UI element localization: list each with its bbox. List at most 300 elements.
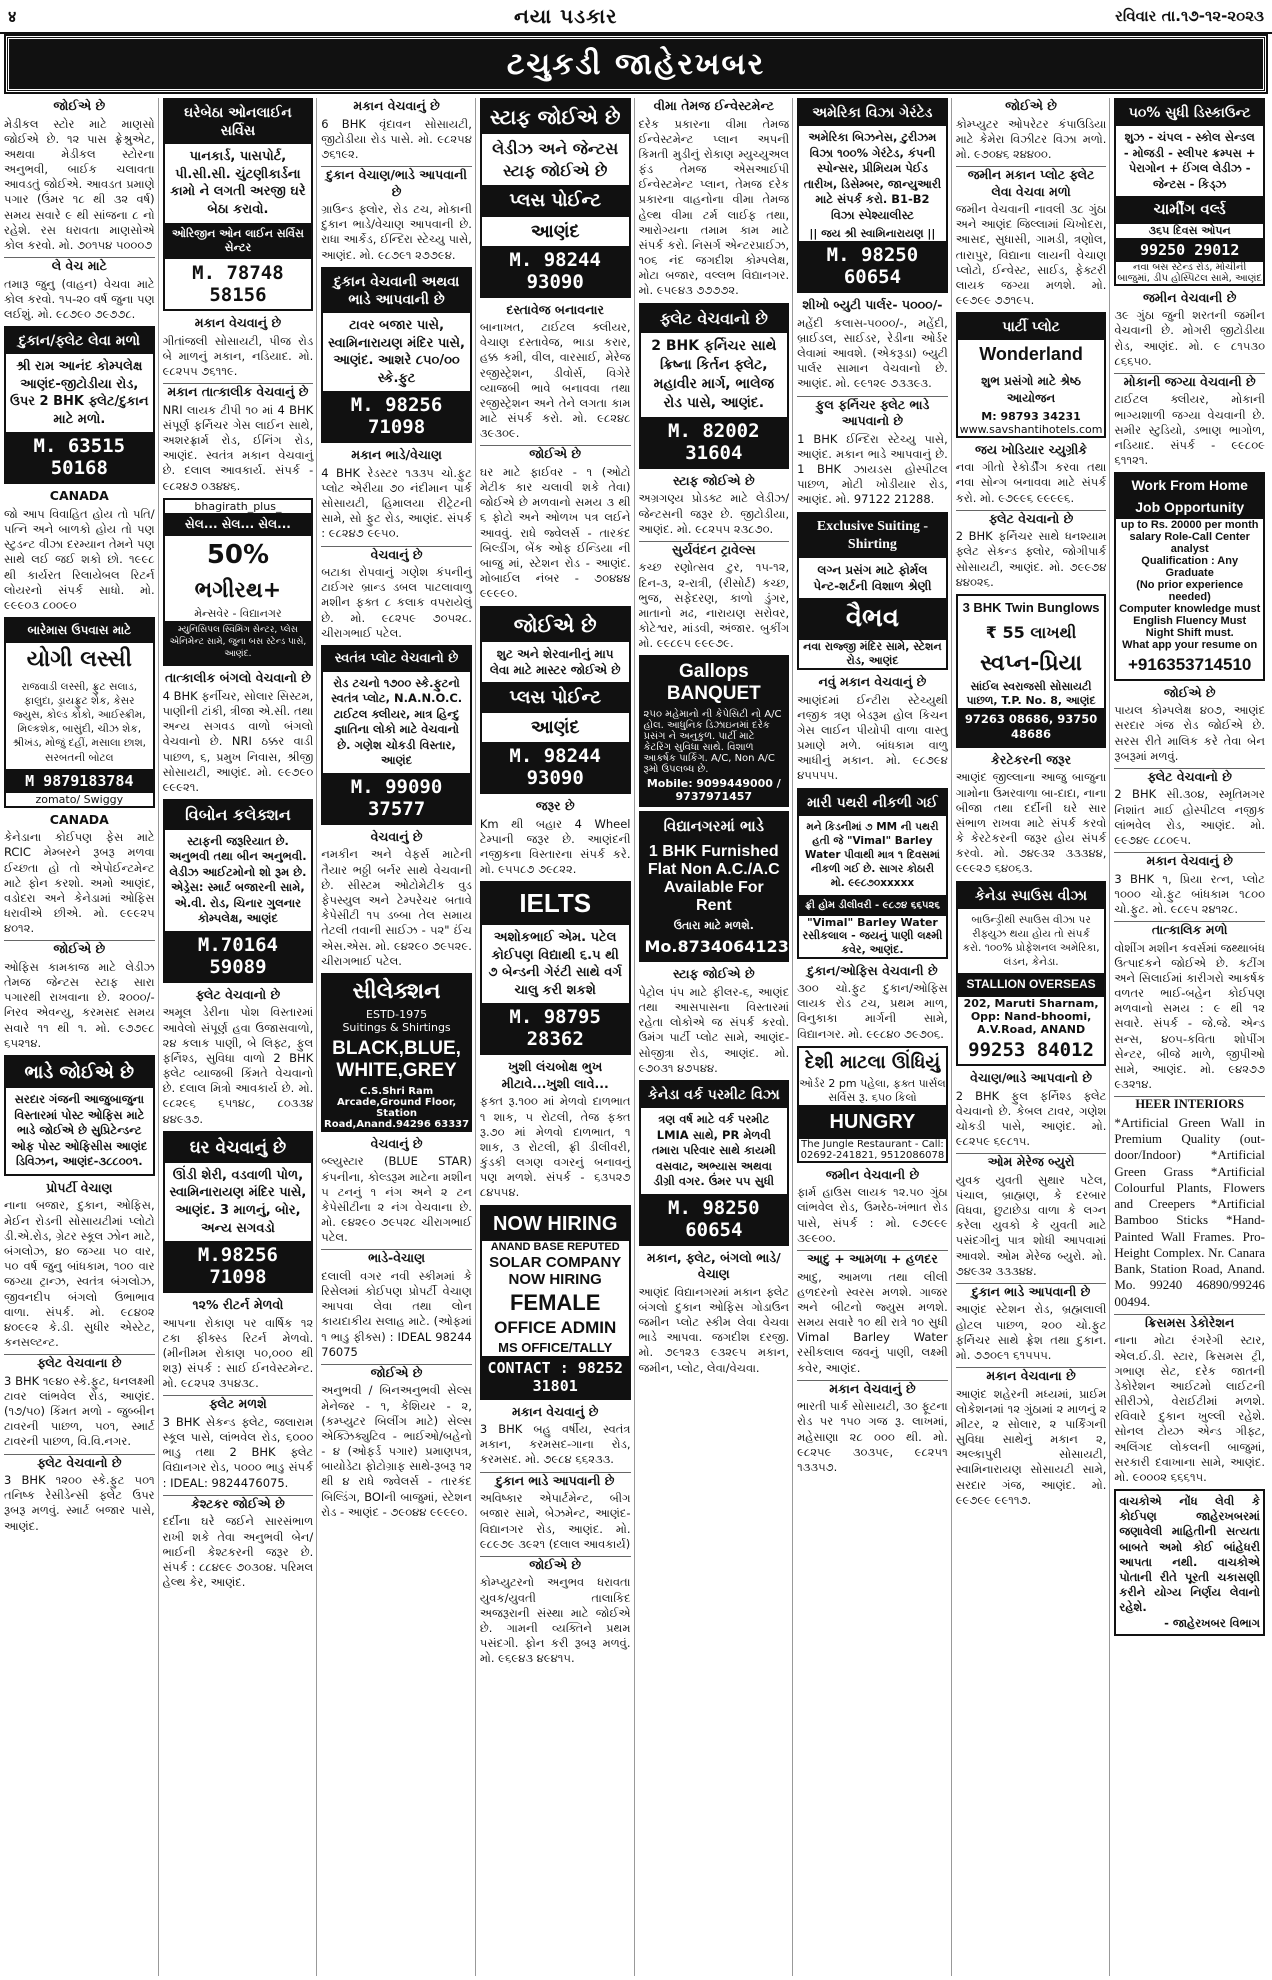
ad-title: ઘર વેચવાનું છે [165, 1133, 312, 1163]
store-address: C.S.Shri Ram Arcade,Ground Floor, Station Road,Anand.94296 63337 [324, 1085, 470, 1130]
disclaimer-signature: - જાહેરખબર વિભાગ [1164, 1615, 1260, 1630]
display-ad [321, 645, 472, 825]
ad-heading: મકાન વેચવાનું છે [1146, 853, 1233, 869]
ad-text: પાયલ કોમ્પલેક્ષ ૪૦૭, આણંદ સરદાર ગંજ રોડ જોઈએ છે. સરસ રીતે માલિક કરે તેવા બેન રૂબરૂમાં મળવું. [1114, 703, 1265, 763]
ad-subtitle: Suitings & Shirtings [342, 1020, 451, 1034]
ad-text: ૩૦૦ ચો.ફુટ દુકાન/ઓફિસ લાયક રોડ ટચ, પ્રથમ માળ, વિનુકાકા માર્ગની સામે, વિદ્યાનગર. મો. ૯૯૮૪૦ ૭૯૭૦૬. [797, 981, 948, 1041]
ad-heading: જોઈએ છે [529, 1556, 582, 1572]
ad-heading: મકાન વેચવાનું છે [353, 98, 440, 113]
ad-heading: ક્રિસમસ ડેકોરેશન [1145, 1314, 1235, 1330]
classified-ad [321, 1136, 472, 1246]
classified-ad [1114, 373, 1265, 468]
ad-text: નમકીન અને વેફર્સ માટેની તૈયાર ભઠ્ઠી બર્નર સાથે વેચવાની છે. સીસ્ટમ ઓટોમેટીક વુડ ફેપસ્યુલ અને ટેમ્પરેચર બતાવે કેપેસીટી ૧૫ ડબ્બા તેલ સમાય તેટલી તવાની સાઈઝ - ૫૨" ઈંચ એસ.એસ. મો. ૯૪૨૯૦ ૭૯૫૨૯. ચીરાગભાઈ પટેલ. [321, 847, 472, 968]
ad-text: બ્લ્યુસ્ટાર (BLUE STAR) કંપનીના, કોલ્ડરૂમ માટેના મશીન ૫ ટનનું ૧ નંગ અને ૨ ટન કેપેસીટીના ૨ નંગ વેચવાના છે. મો. ૯૪૨૯૦ ૭૯૫૨૮ ચીરાગભાઈ પટેલ. [321, 1154, 472, 1245]
ad-title: Work From Home [1116, 474, 1263, 496]
ad-body: ત્રણ વર્ષ માટે વર્ક પરમીટ LMIA સાથે, PR મેળવી તમારા પરિવાર સાથે કાયમી વસવાટ, અભ્યાસ અથવા ડીગ્રી વગર. ઉંમર ૫૫ સુધી [651, 1112, 776, 1189]
display-ad [480, 1205, 631, 1400]
classified-ad [639, 98, 790, 299]
display-ad [956, 594, 1107, 748]
ad-text: 2 BHK સી.૩૦૪, સ્મૃતિમગર નિશાંત માઈ હોસ્પીટલ નજીક લાંભવેલ રોડ, આણંદ. મો. ૯૯૭૪૯ ૮૮૦૯૫. [1114, 787, 1265, 847]
website: www.savshantihotels.com [959, 422, 1103, 436]
classified-ad [321, 98, 472, 162]
ad-heading: લે વેચ માટે [51, 258, 107, 274]
classified-ad [480, 445, 631, 601]
display-ad [4, 326, 155, 484]
classified-ad [163, 670, 314, 795]
display-ad [797, 512, 948, 671]
ad-footer: મ્યુનિસિપલ સ્વિમિંગ સેન્ટર, પ્લેસ એનિમેન્ટ સામે, જુના બસ સ્ટેન્ડ પાસે, આણંદ. [165, 621, 312, 664]
display-ad [956, 312, 1107, 438]
ad-title: ભાડે જોઈએ છે [6, 1057, 153, 1088]
brand-logo: Wonderland [979, 344, 1083, 365]
brand-logo: યોગી લસ્સી [26, 646, 132, 672]
store-address: 202, Maruti Sharnam, Opp: Nand-bhoomi, A.V.Road, ANAND [963, 997, 1099, 1037]
ad-text: આપના રોકાણ પર વાર્ષિક ૧૨ ટકા ફીક્સ્ડ રિટર્ન મેળવો. (મીનીમમ રોકાણ ૫૦,૦૦૦ થી શરૂ) સંપર્ક : સાઈ ઈનવેસ્ટમેન્ટ. મો. ૯૮૨૫૨ ૩૫૪૩૮. [162, 1315, 314, 1391]
column-3 [321, 98, 476, 1976]
ad-body: મને કિડનીમાં ૭ MM ની પથરી હતી જે "Vimal" Barley Water પીવાથી માત્ર ૧ દિવસમાં નીકળી ગઈ છે. સાગર કોઠારી મો. ૯૯૮૭૦xxxxx [804, 820, 940, 890]
ad-text: નાના બજાર, દુકાન, ઓફિસ, મેઈન રોડની સોસાયટીમાં પ્લોટો ડી.એ.રોડ, ગ્રેટર સ્કૂલ ઝોન માટે, બંગલોઝ, ૪૦ જગ્યા ૫૦ વાર, ૫૦ વર્ષ જુનુ બાંધકામ, ૧૦૦ વાર જગ્યા ટ્રાન્ઝ, સ્વતંત્ર બંગલોઝ, જીવનદીપ બંગલો ઉભાભાવ વાળા. સંપર્ક. મો. ૯૮૪૦૨ ૪૦૯૯૨ કે.ડી. સુધીર એસ્ટેટ, કનસલ્ટન્ટ. [4, 1198, 155, 1350]
classified-ad [163, 1395, 314, 1490]
ad-title: કેનેડા સ્પાઉસ વીઝા [958, 883, 1105, 909]
ad-line: up to Rs. 20000 per month [1120, 518, 1259, 531]
ad-subtitle: લગ્ન પ્રસંગ માટે ફોર્મલ પેન્ટ-શર્ટની વિશાળ શ્રેણી [813, 562, 932, 594]
classified-ad [956, 752, 1107, 877]
ad-body: સરદાર ગંજની આજુબાજુના વિસ્તારમાં પોસ્ટ ઓફિસ માટે ભાડે જોઈએ છે સુપ્રિટેન્ડન્ટ ઓફ પોસ્ટ ઓફિસીસ આણંદ ડિવિઝન, આણંદ-૩૮૮૦૦૧. [11, 1092, 148, 1169]
store-address: નવા બસ સ્ટેન્ડ રોડ, મોચીની બાજુમાં, ડીપ હોસ્પિટલ સામે, આણંદ [1117, 261, 1263, 284]
issue-date: રવિવાર તા.૧૭-૧૨-૨૦૨૩ [1115, 7, 1264, 25]
ad-title: અમેરિકા વિઝા ગેરંટેડ [799, 100, 946, 126]
ad-heading: જોઈએ છે [370, 1364, 423, 1380]
ad-heading: દુકાન/ઓફિસ વેચવાની છે [807, 962, 938, 978]
ad-phone: M 9879183784 [6, 769, 153, 793]
brand-logo: પ્લસ પોઈન્ટ [482, 682, 629, 713]
column-6 [797, 98, 952, 1976]
ad-phone: 99253 84012 [958, 1036, 1105, 1064]
ad-phone: M. 98256 71098 [323, 391, 470, 441]
ad-text: ઘર માટે ફાઈવર - ૧ (ઓટો મેટીક કાર ચલાવી શકે તેવા) જોઈએ છે મળવાનો સમય ૩ થી ૬ ફોટો અને ઓળખ પત્ર લઈને આવવું. રાધે જ્વેલર્સ - તારકંદ બિલ્ડીંગ, બેંક ઓફ ઈન્ડિયા ની બાજુ માં, સ્ટેશન રોડ - આણંદ. મોબાઈલ નંબર - ૭૦૪૪૪ ૯૯૯૯૦. [479, 464, 631, 601]
ad-text: ૩૯ ગુંઠા જુની શરતની જમીન વેચવાની છે. મોગરી જીટોડીયા રોડ, આણંદ. મો. ૯ ૮૧૫૩૦ ૮૬૬૫૦. [1114, 308, 1265, 368]
ad-text: કચ્છ રણોત્સવ ટુર, ૧૫-૧૨, દિન-૩, ૨-રાત્રી, (રીસોર્ટ) કચ્છ, ભુજ, સફેદરણ, કાળો ડુંગર, માતાનો મઢ, નારાયણ સરોવર, કોટેશ્વર, માંડવી, અંજાર. બુકીંગ મો. ૯૯૮૯૫ ૯૯૯૭૯. [638, 560, 790, 651]
ad-line: OFFICE ADMIN [494, 1317, 617, 1337]
ad-phone: M. 98244 93090 [482, 742, 629, 792]
city-name: આણંદ [530, 220, 580, 242]
ad-heading: ઓમ મેરેજ બ્યુરો [987, 1154, 1075, 1170]
classified-ad [480, 798, 631, 877]
classified-ad [4, 1354, 155, 1449]
open-days: ૩૬૫ દિવસ ઓપન [1148, 223, 1231, 237]
ad-heading: સ્ટાફ જોઈએ છે [673, 966, 755, 982]
ad-text: બાનાખત, ટાઈટલ ક્લીયર, વેચાણ દસ્તાવેજ, ભાડા કરાર, હક્ક કમી, વીલ, વારસાઈ, મેરેજ રજીસ્ટ્રેશન, ડીવોર્સ, વિગેરે વ્યાજબી ભાવે બનાવવા તથા રજીસ્ટ્રેશન અને તેને લગતા કામ માટે સંપર્ક કરો. મો. ૯૮૨૪૮ ૩૯૩૦૯. [479, 320, 631, 441]
ad-text: NRI લાયક ટીપી ૧૦ માં 4 BHK સંપૂર્ણ ફર્નિચર ગેસ લાઈન સાથે, અશરફ્રાર્મ રોડ, ઈનિંગ રોડ, આણંદ. સ્વતંત્ર મકાન વેચવાનું છે. દલાલ આવકાર્ય. સંપર્ક - ૯૮૨૪૭ ૦૩૪૪૬. [162, 402, 314, 493]
store-address: સાંઈલ સ્વરાજસી સોસાયટી પાછળ, T.P. No. 8, આણંદ [966, 679, 1096, 707]
ad-subtitle: મેન્સવેર - વિદ્યાનગર [194, 607, 282, 621]
page-number: ४ [8, 7, 17, 26]
ad-heading: જોઈએ છે [529, 446, 582, 462]
display-ad [321, 973, 472, 1132]
display-ad [639, 811, 790, 962]
classified-ad [321, 447, 472, 541]
ad-title: જોઈએ છે [482, 608, 629, 642]
ad-body: 1 BHK Furnished Flat Non A.C./A.C Available For Rent [647, 843, 780, 915]
ad-text: જો આપ વિવાહિત હોય તો પતિ/પત્નિ અને બાળકો હોય તો પણ સ્ટુડન્ટ વીઝા દરમ્યાન તેમને પણ સાથે લઈ જઈ શકો છો. ૧૯૯૮ થી કાર્યરત રિલાયેબલ રિટર્ન લોયરનો સંપર્ક સાધો. મો. ૯૯૯૦૩ ૮૦૦૯૦ [4, 506, 155, 612]
ad-heading: મકાન વેચવાનું છે [194, 315, 282, 331]
classified-ad [480, 1556, 631, 1667]
ad-heading: નવું મકાન વેચવાનું છે [818, 674, 927, 690]
delivery-partners: zomato/ Swiggy [35, 792, 124, 806]
ad-footer: || જય શ્રી સ્વામિનારાયણ || [809, 227, 936, 241]
ad-text: અગ્રગણ્ય પ્રોડક્ટ માટે લેડીઝ/જેન્ટસની જરૂર છે. જીટોડીયા, આણંદ. મો. ૯૮૨૫૫ ૨૩૮૭૦. [638, 491, 790, 536]
ad-line: Qualification : Any Graduate [1141, 554, 1239, 579]
disclaimer-text: વાચકોએ નોંધ લેવી કે કોઈપણ જાહેરખબરમાં જણાવેલી માહિતીની સત્યતા બાબતે અમો કોઈ બાંહેધરી આપતા નથી. વાચકોએ પોતાની રીતે પૂરતી ચકાસણી કરીને યોગ્ય નિર્ણય લેવાનો રહેશે. [1119, 1494, 1260, 1615]
ad-heading: તાત્કાલિક મળો [1151, 922, 1228, 938]
brand-logo: દેશી માટલા ઊંધિયું [804, 1051, 941, 1073]
display-ad [163, 799, 314, 983]
ad-phone: Mobile: 9099449000 / 9737971457 [646, 777, 781, 804]
classified-ad [1114, 921, 1265, 1092]
ad-heading: દુકાન વેચાણ/ભાડે આપવાની છે [326, 167, 467, 199]
ad-title: સ્ટાફ જોઈએ છે [482, 100, 629, 134]
brand-logo: સ્વપ્ન-પ્રિયા [980, 650, 1083, 676]
ad-heading: કેશ્ટકર જોઈએ છે [191, 1495, 285, 1511]
display-ad [4, 1055, 155, 1176]
display-ad [1114, 472, 1265, 680]
ad-title: ફ્લેટ વેચવાનો છે [641, 305, 788, 334]
ad-heading: મકાન વેચવાનું છે [829, 1380, 916, 1396]
ad-text: દરેક પ્રકારના વીમા તેમજ ઈન્વેસ્ટમેન્ટ પ્લાન અપની કિમતી મુડીનું રોકાણ મ્યુચ્યુઅલ ફંડ તેમજ એસઆઈપી ઈન્વેસ્ટમેન્ટ પ્લાન, તેમજ દરેક પ્રકારના વાહનોના વીમા તેમજ હેલ્થ વીમા ટર્મ લાઈફ તથા, આરોગ્યના તમામ કામ માટે સંપર્ક કરો. નિસર્ગ એન્ટરપ્રાઈઝ, ૧૦૬ નંદ જગદીશ કોમ્પલેક્ષ, મોટા બજાર, વલ્લભ વિદ્યાનગર. મો. ૯૫૯૪૩ ૭૭૭૭૨. [638, 116, 790, 298]
ad-text: *Artificial Green Wall in Premium Quality (out-door/Indoor) *Artificial Green Grass *Artificial Colourful Plants, Flowers and Creepers *Artificial Bamboo Sticks *Hand-Painted Wall Frames. Pro-Height Complex. Nr. Canara Bank, Station Road, Anand. Mo. 99240 46890/99246 00494. [1114, 1114, 1265, 1309]
brand-line: "Vimal" Barley Water રસીકલાલ - જયનું પાણી લક્ષ્મી કવેર, આણંદ. [802, 915, 943, 956]
ad-heading: મકાન વેચવાના છે [986, 1368, 1076, 1384]
column-8 [1114, 98, 1268, 1976]
classified-ad [956, 1367, 1107, 1508]
ad-heading: ફ્લેટ વેચવાનો છે [988, 510, 1074, 526]
classified-ad [639, 473, 790, 537]
ad-heading: જમીન વેચવાની છે [1142, 289, 1237, 305]
classified-ad [797, 396, 948, 508]
ad-title: દુકાન/ફ્લેટ લેવા મળો [6, 328, 153, 354]
ad-text: વોશીંગ મશીન કવર્સમાં જથ્થાબંધ ઉત્પાદકને જોઈએ છે. કટીંગ અને સિલાઈમાં કારીગરો આકર્ષક વળતર ભાઈ-બહેન કોઈપણ મળવાનો સમય : ૯ થી ૧૨ સવારે. સંપર્ક - જે.જે. એન્ડ સન્સ, ૪૦૫-કવિતા શોપીંગ સેન્ટર, બીજે માળે, જીપીઓ સામે, આણંદ. મો. ૯૪૨૭૭ ૯૩૨૧૪. [1114, 940, 1265, 1092]
classified-ad [4, 812, 155, 937]
ad-text: આણંદ સ્ટેશન રોડ, બ્રહ્મલાલી હોટલ પાછળ, ૨૦૦ ચો.ફુટ ફર્નિચર સાથે ફ્રેશ તથા દુકાન. મો. ૭૭૦૯૧ ૬૧૫૫૫. [955, 1302, 1107, 1362]
ad-body: રોડ ટચનો ૧૭૦૦ સ્કે.ફુટનો સ્વતંત્ર પ્લોટ, N.A.N.O.C. ટાઈટલ ક્લીયર, માત્ર હિન્દુ જ્ઞાતિના લોકો માટે વેચવાનો છે. ગણેશ ચોકડી વિસ્તાર, આણંદ [330, 675, 463, 768]
ad-heading: કેરટેકરની જરૂર [991, 751, 1072, 767]
ad-heading: મોકાની જગ્યા વેચવાની છે [1123, 373, 1256, 389]
ad-phone: M. 98244 93090 [482, 246, 629, 296]
ad-phone: M: 98793 34231 [981, 409, 1081, 423]
display-ad [639, 655, 790, 807]
column-1 [4, 98, 159, 1976]
ad-heading: ફ્લેટ વેચવાનો છે [1147, 768, 1232, 784]
ad-phone: +916353714510 [1127, 654, 1252, 674]
ad-text: પેટ્રોલ પંપ માટે ફીલર-૬, આણંદ તથા આસપાસના વિસ્તારમાં રહેતા લોકોએ જ સંપર્ક કરવો. ઉમંગ પાર્ટી પ્લોટ સામે, આણંદ-સોજીત્રા રોડ, આણંદ. મો. ૯૭૦૩૧ ૪૭૫૪૪. [638, 984, 790, 1075]
classified-ad [639, 1250, 790, 1376]
classified-ad [480, 1472, 631, 1552]
ad-text: દર્દીના ઘરે જઈને સારસંભાળ રાખી શકે તેવા અનુભવી બેન/ ભાઈની કેશ્ટકરની જરૂર છે. સંપર્ક : ૮૮૪૯૯ ૭૦૩૦૪. પરિમલ હેલ્થ કેર, આણંદ. [162, 1514, 314, 1590]
classified-ad [163, 987, 314, 1127]
ad-text: 3 BHK સેકન્ડ ફ્લેટ, જલારામ સ્કૂલ પાસે, લાંભવેલ રોડ, ૬૦૦૦ ભાડુ તથા 2 BHK ફ્લેટ વિદ્યાનગર રોડ, ૫૦૦૦ ભાડુ સંપર્ક : IDEAL: 9824476075. [162, 1414, 314, 1490]
ad-heading: મકાન ભાડે/વેચાણ [351, 447, 442, 463]
ad-heading: HEER INTERIORS [1135, 1097, 1245, 1112]
classified-ad [4, 488, 155, 613]
classified-ad [797, 963, 948, 1042]
classified-ad [1114, 852, 1265, 917]
established-year: ESTD-1975 [366, 1007, 428, 1021]
ad-text: જમીન વેચવાની નાવલી ૩૮ ગુંઠા અને આણંદ જિલ્લામાં ચિખોદરા, આસદ, સુધાસી, ગામડી, ત્રણોલ, તારાપુર, વિદ્યાના લાયની વેચાણ પ્લોટો, ઈન્વેસ્ટ, સાઈડ, ફેક્ટરી લાયક જગ્યા મળશે. મો. ૯૯૭૯૯ ૭૭૧૯૫. [955, 202, 1107, 308]
ad-text: આણંદમાં ઈન્ટીરા સ્ટેચ્યુથી નજીક ત્રણ બેડરૂમ હોલ કિચન ગેસ લાઈન પીયોપી વાળા વાસ્તુ પ્રમાણે મળે. બાંધકામ વાળુ આધીનું મકાન. મો. ૯૮૭૯૪ ૪૫૫૫૫. [797, 692, 948, 783]
display-ad [480, 606, 631, 795]
ad-text: અનુભવી / બિનઅનુભવી સેલ્સ મેનેજર - ૧, કેશિયર - ૨, (કમ્પ્યુટર બિલીંગ માટે) સેલ્સ એક્ઝિક્યુટિવ - ભાઈઓ/બહેનો - ૪ (ઓફર્ડ પગાર) પ્રમાણપત્ર, બાયોડેટા ફોટોગ્રાફ સાથે-રૂબરૂ ૧૨ થી ૪ રાધે જ્વેલર્સ - તારકંદ બિલ્ડિંગ, BOIની બાજુમાં, સ્ટેશન રોડ - આણંદ - ૭૯૦૪૪ ૯૯૯૯૦. [321, 1383, 472, 1519]
ad-text: Km થી બહાર 4 Wheel ટેમ્પાની જરૂર છે. આણંદની નજીકના વિસ્તારના સંપર્ક કરે. મો. ૯૫૫૮૭ ૭૯૮૨૨. [479, 816, 631, 877]
ad-text: અવિષ્કાર એપાર્ટમેન્ટ, બીગ બજાર સામે, બેઝમેન્ટ, આણંદ-વિદ્યાનગર રોડ, આણંદ. મો. ૯૮૯૭૯ ૩૯૨૧ (દલાલ આવકાર્ય) [479, 1491, 631, 1551]
classified-ad [480, 1059, 631, 1200]
display-ad [163, 1131, 314, 1293]
ad-text: ઓફિસ કામકાજ માટે લેડીઝ તેમજ જેન્ટસ સ્ટાફ સારા પગારથી રાખવાના છે. ૨૦૦૦/- નિરવ એવન્યુ, કરમસદ સમય સવારે ૧૧ થી ૧. મો. ૯૭૭૯૮ ૬૫૨૧૪. [4, 959, 155, 1050]
city-name: આણંદ [530, 717, 580, 739]
display-ad [480, 98, 631, 298]
brand-logo: સીલેક્શન [352, 978, 441, 1004]
ad-footer: ફ્રી હોમ ડીલીવરી - ૯૮૭૪ ૬૬૫૨૬ [799, 895, 946, 916]
ad-text: ફક્ત રૂ.૧૦૦ માં મેળવો દાળભાત ૧ શાક, ૫ રોટલી, તેજ ફક્ત રૂ.૭૦ માં મેળવો દાળભાત, ૧ શાક, ૩ રોટલી, ફ્રી ડીલીવરી, કુંડકી લગણ વગરનું બનાવનું પણ મળશે. સંપર્ક - ૬૩૫૨૭ ૮૪૫૫૪. [479, 1094, 631, 1200]
ad-body: સ્ટાફની જરૂરિયાત છે. અનુભવી તથા બીન અનુભવી. લેડીઝ આઈટમોનો શો રૂમ છે. એડ્રેસ: સ્માર્ટ બજારની સામે, એ.વી. રોડ, ચિનાર ગુલનાર કોમ્પલેક્ષ, આણંદ [169, 833, 307, 926]
ad-text: તમારૂ જુનુ (વાહન) વેચવા માટે કોલ કરવો. ૧૫-૨૦ વર્ષ જુના પણ લઈશું. મો. ૯૮૭૯૦ ૭૯૭૭૮. [4, 276, 155, 321]
ad-heading: ફ્લેટ વેચવાના છે [37, 1355, 122, 1371]
ad-text: ગીતાંજલી સોસાયટી, પીજ રોડ બે માળનું મકાન, નડિયાદ. મો. ૯૮૨૫૫ ૭૬૧૧૯. [162, 333, 314, 378]
brand-logo: પ્લસ પોઈન્ટ [482, 185, 629, 216]
ad-title: સ્વતંત્ર પ્લોટ વેચવાનો છે [323, 647, 470, 672]
ad-heading: ૧૨% રીટર્ન મેળવો [192, 1297, 284, 1313]
ad-text: મેડીકલ સ્ટોર માટે માણસો જોઈએ છે. ૧૨ પાસ ફ્રેશ્રુએટ, અથવા મેડીકલ સ્ટોરના અનુભવી, બાઈક ચલાવતા આવડતું જોઈએ. આવડત પ્રમાણે પગાર (ઉંમર ૧૮ થી ૩૨ વર્ષ) સમય સવારે ૯ થી સાંજના ૮ નો રહેશે. રસ ધરાવતા માણસોએ કોલ કરવો. મો. ૭૦૧૫૪ ૫૦૦૦૭ [4, 116, 155, 252]
display-ad [956, 881, 1107, 1066]
ad-body: ટાવર બજાર પાસે, સ્વામિનારાયણ મંદિર પાસે, આણંદ. આશરે ૮૫૦/૦૦ સ્કે.ફુટ [328, 318, 465, 386]
ad-line: Computer knowledge must [1119, 602, 1261, 615]
ad-phone: M. 98250 60654 [799, 241, 946, 291]
ad-heading: જોઈએ છે [53, 941, 106, 957]
ad-title: વિબોન કલેક્શન [165, 801, 312, 830]
ad-text: આણંદ જીલ્લાના આજુ બાજુના ગામોના ઉમરવાળા બા-દાદા, નાના બીજા તથા દર્દીની ઘરે સાર સંભાળ રાખવા માટે સંપર્ક કરવો કે કેરટેકરની જરૂર હોય સંપર્ક કરવો. મો. ૭૪૯૩૨ ૩૩૩૪૪, ૯૯૯૨૭ ૬૪૦૬૩. [955, 770, 1107, 876]
ad-line: salary Role-Call Center analyst [1129, 530, 1250, 555]
brand-logo: વૈભવ [799, 598, 946, 640]
ad-text: ભારતી પાર્ક સોસાયટી, ૩૦ ફૂટના રોડ પર ૧૫૦ ગજ રૂ. લાખમાં, મહેસાણા ૨૮ ૦૦૦ થી. મો. ૯૮૨૫૯ ૩૦૩૫૯, ૯૮૨૫૧ ૧૩૩૫૭. [797, 1399, 948, 1474]
ad-heading: ફ્લેટ વેચવાનો છે [37, 1454, 122, 1470]
classified-ad [321, 546, 472, 641]
brand-logo: STALLION OVERSEAS [958, 973, 1105, 997]
classified-ad [1114, 685, 1265, 764]
brand-logo: ચાર્મીંગ વર્લ્ડ [1116, 196, 1263, 224]
display-ad [163, 498, 314, 667]
ad-text: 3 BHK ૧૯૪૦ સ્કે.ફુટ, ધનલક્ષ્મી ટાવર લાંભવેલ રોડ, આણંદ. (૧૭/૫૦) કિંમત મળો - જુબ્બીન ટાવરની પાછળ, ૫૦૧, સ્માર્ટ ટાવરની પાછળ, વિ.વિ.નગર. [4, 1373, 155, 1449]
brand-logo: IELTS [482, 883, 629, 925]
ad-body: પાનકાર્ડ, પાસપોર્ટ, પી.સી.સી. ચુંટણીકાર્ડના કામો ને લગતી અરજી ઘરે બેઠા કરાવો. [170, 149, 306, 218]
ad-title: ઘરેબેઠા ઓનલાઈન સર્વિસ [165, 100, 312, 144]
ad-title: 3 BHK Twin Bunglows [962, 599, 1100, 615]
ad-heading: તાત્કાલીક બંગલો વેચવાનો છે [165, 670, 311, 686]
classified-ad [480, 302, 631, 442]
ad-body: બાઉન્ડ્રીથી સ્પાઉસ વીઝા પર રીફ્યુઝ થયા હોય તો સંપર્ક કરો. ૧૦૦% પ્રોફેશનલ અમેરિકા, લંડન, કેનેડા. [962, 913, 1100, 969]
classified-ad [956, 1070, 1107, 1149]
classified-ad [956, 98, 1107, 162]
classified-ad [163, 383, 314, 494]
ad-text: કેનેડાના કોઈપણ ફેસ માટે RCIC મેમ્બરને રૂબરૂ મળવા ઈચ્છતા હો તો એપોઈન્ટમેન્ટ માટે ફોન કરશો. અમો આણંદ, વડોદરા અને કેનેડામાં ઓફિસ ધરાવીએ છીએ. મો. ૯૯૯૨૫ ૪૦૧૨. [4, 830, 155, 936]
ad-text: ફાર્મ હાઉસ લાયક ૧૨.૫૦ ગુંઠા લાંભવેલ રોડ, ઉમરેઠ-ખંભાત રોડ પાસે, સંપર્ક : મો. ૯૭૯૯૯ ૩૯૯૦૦. [797, 1185, 948, 1245]
ad-heading: ફુલ ફર્નિચર ફ્લેટ ભાડે આપવાનો છે [815, 396, 930, 429]
ad-phone: M.98256 71098 [165, 1241, 312, 1291]
ad-heading: સુર્યવંદન ટ્રાવેલ્સ [672, 541, 756, 557]
classified-ad [956, 1283, 1107, 1363]
ad-body: 2 BHK ફર્નિચર સાથે ક્રિષ્ના કિર્તન ફ્લેટ, મહાવીર માર્ગ, ભાલેજ રોડ પાસે, આણંદ. [651, 338, 777, 412]
ad-phone: 99250 29012 [1116, 238, 1263, 262]
display-ad [480, 881, 631, 1055]
brand-logo: ભગીરથ+ [194, 578, 282, 604]
sale-banner: સેલ... સેલ... સેલ... [165, 513, 312, 537]
column-2 [163, 98, 318, 1976]
display-ad [163, 98, 314, 311]
display-ad [639, 303, 790, 469]
ad-text: 3 BHK બહુ વર્ષીય, સ્વતંત્ર મકાન, કરમસદ-ગાના રોડ, કરમસદ. મો. ૭૯૮૪ ૬૬૨૩૩. [479, 1422, 631, 1467]
ad-heading: CANADA [49, 488, 109, 504]
ad-phone: M. 98795 28362 [482, 1003, 629, 1053]
classified-ad [1114, 1096, 1265, 1310]
ad-title: NOW HIRING [482, 1207, 629, 1241]
ad-body: ૨૫૦ મહેમાનો ની કેપેસિટી નો A/C હોલ. આધુનિક ડિઝાઇનમાં દરેક પ્રસંગ ને અનુકુળ. પાર્ટી માટે કેટરિંગ સુવિધા સાથે. વિશાળ આકર્ષક પાર્કિંગ. A/C, Non A/C રૂમો ઉપલબ્ધ છે. [643, 709, 782, 776]
section-title: ટચુકડી જાહેરખબર [506, 46, 766, 82]
ad-text: 4 BHK રેડસ્ટર ૧૩૩૫ ચો.ફુટ પ્લોટ એરીયા ૭૦ નંદીમાન પાર્ક સોસાયટી, હિમાલયા રીટ્રેટની સામે, સો ફુટ રોડ, આણંદ. સંપર્ક : ૯૮૨૪૭ ૯૯૫૦. [321, 465, 472, 541]
ad-phone: M. 63515 50168 [6, 432, 153, 482]
ad-heading: મકાન, ફ્લેટ, બંગલો ભાડે/વેચાણ [646, 1249, 781, 1282]
ad-phone: CONTACT : 98252 31801 [482, 1356, 629, 1398]
ad-line: (No prior experience needed) [1136, 578, 1244, 603]
ad-text: નવા ગીતો રેકોર્ડીંગ કરવા તથા નવા સોન્ગ બનાવવા માટે સંપર્ક કરો. મો. ૯૭૯૯૬ ૯૯૯૯૬. [955, 460, 1107, 505]
instagram-handle: bhagirath_plus_ [194, 499, 282, 513]
ad-body: રાજવાડી લસ્સી, ફ્રુટ સલાડ, ફાલુદા, ડ્રાયફ્રુટ શેક, કેસર જ્યુસ, કોલ્ડ કોકો, આઈસ્ક્રીમ, મિલ્કશેક, બાસુંદી, ચીઝ શેક, શ્રીખંડ, મોજું દહીં, મસાલા છાશ, સરબતની બોટલ [12, 680, 147, 764]
ad-line: Night Shift must. [1145, 626, 1234, 639]
ad-title: મારી પથરી નીકળી ગઈ [799, 790, 946, 816]
ad-text: દલાલી વગર નવી સ્કીમમાં કે રિસેલમાં કોઈપણ પ્રોપર્ટી વેચાણ આપવા લેવા તથા લોન કાયદાકીય સલાહ માટે. (ઓફમાં ૧ ભાડુ ફીક્સ) : IDEAL 98244 76075 [321, 1268, 472, 1359]
ad-line: MS OFFICE/TALLY [498, 1339, 613, 1355]
store-address: The Jungle Restaurant - Call: 02692-241821, 9512086078 [800, 1138, 945, 1161]
classified-ad [797, 1167, 948, 1246]
classified-ad [797, 1380, 948, 1475]
ad-phone: Mo.8734064123 [644, 937, 789, 957]
ad-text: ટાઈટલ ક્લીયર, મોકાની ભાગ્યશાળી જગ્યા વેચવાની છે. સમીર સ્ટુડિયો, ડભાણ ભાગોળ, નડિયાદ. સંપર્ક - ૯૯૮૦૯ ૬૧૧૨૧. [1114, 392, 1265, 468]
ad-heading: વેચવાનું છે [370, 546, 423, 562]
colour-range: BLACK,BLUE, WHITE,GREY [332, 1037, 461, 1081]
column-7 [956, 98, 1111, 1976]
ad-line: ANAND BASE REPUTED [490, 1240, 620, 1253]
classified-ad [163, 315, 314, 379]
ad-line: FEMALE [509, 1289, 601, 1315]
ad-title: ૫૦% સુધી ડિસ્કાઉન્ટ [1116, 100, 1263, 126]
ad-heading: ફ્લેટ મળશે [209, 1396, 267, 1412]
brand-logo: Gallops BANQUET [666, 661, 761, 705]
classified-ad [1114, 290, 1265, 369]
ad-phone: M. 82002 31604 [641, 417, 788, 467]
ad-text: આદુ, આમળા તથા લીલી હળદરનો સ્વરસ મળશે. ગાજર અને બીટનો જ્યુસ મળશે. સમય સવારે ૧૦ થી રાત્રે ૧૦ સુધી Vimal Barley Water રસીકલાલ જવનું પાણી, લક્ષ્મી કવેર, આણંદ. [797, 1269, 948, 1375]
ad-text: મહેંદી કલાસ-૫૦૦૦/-, મહેંદી, બ્રાઈડલ, સાઈડર, રેડીના ઓર્ડર લેવામાં આવશે. (એકરૂડા) બ્યુટી પાર્લર સામાન વેચવાનો છે. આણંદ. મો. ૯૯૧૨૯ ૭૩૩૯૩. [797, 315, 948, 391]
ad-subtitle: શુભ પ્રસંગો માટે શ્રેષ્ઠ આયોજન [981, 374, 1082, 405]
ad-text: આણંદ વિદ્યાનગરમાં મકાન ફ્લેટ બંગલો દુકાન ઓફિસ ગોડાઉન જમીન પ્લોટ સ્કીમ લેવા વેચવા ભાડે આપવા. જગદીશ દરજી. મો. ૭૯૧૨૩ ૯૩૨૯૫ મકાન, જમીન, પ્લોટ, લેવા/વેચવા. [638, 1284, 790, 1375]
classified-ad [321, 1249, 472, 1360]
ad-phone: M. 99090 37577 [323, 773, 470, 823]
classified-ad [1114, 1314, 1265, 1485]
classified-ad [163, 1297, 314, 1391]
display-ad [797, 788, 948, 959]
ad-text: યુવક યુવતી સુથાર પટેલ, પંચાલ, બ્રાહ્મણ, કે દરબાર વિધવા, છુટાછેડા વાળા કે લગ્ન કરેલા યુવકો કે યુવતી માટે પસંદગીનું પાત્ર શોધી આપવામાં આવશે. ઓમ મેરેજ બ્યુરો. મો. ૭૪૯૩૨ ૩૩૩૪૪. [955, 1172, 1107, 1278]
display-ad [1114, 98, 1265, 286]
display-ad [797, 98, 948, 293]
ad-heading: મકાન વેચવાનું છે [512, 1403, 599, 1419]
ad-text: 3 BHK ૧૨૦૦ સ્કે.ફુટ ૫૦૧ તનિષ્ક રેસીડેન્સી ફ્લેટ ઉપર રૂબરૂ મળવું. સ્માર્ટ બજાર પાસે, આણંદ. [4, 1473, 155, 1533]
ad-heading: વેચવાનું છે [370, 828, 423, 844]
ad-heading: મકાન તાત્કાલીક વેચવાનું છે [167, 384, 309, 400]
ad-line: SOLAR COMPANY NOW HIRING [489, 1253, 622, 1288]
classifieds-grid [4, 98, 1268, 1976]
ad-body: અશોકભાઈ એમ. પટેલ કોઈપણ વિદ્યાથી ૬.૫ થી ૭ બેન્ડની ગેરંટી સાથે વર્ગ ચાલુ કરી શકશે [488, 930, 622, 998]
classified-ad [1114, 768, 1265, 848]
classified-ad [956, 1153, 1107, 1279]
column-5 [639, 98, 794, 1976]
page-header [0, 0, 1272, 34]
store-address: નવા રાજ્જી મંદિર સામે, સ્ટેશન રોડ, આણંદ [803, 640, 942, 668]
ad-heading: જરૂર છે [535, 798, 575, 814]
ad-title: વિદ્યાનગરમાં ભાડે [663, 817, 764, 836]
display-ad [639, 1080, 790, 1246]
ad-text: અમૂલ ડેરીના પોશ વિસ્તારમાં આવેલો સંપૂર્ણ હવા ઉજાસવાળો, ૨૪ કલાક પાણી, બે લિફ્ટ, ફુલ ફર્નિશ્ડ, સુવિધા વાળો 2 BHK ફ્લેટ વ્યાજબી કિંમતે વેચવાનો છે. દલાલ મિત્રો આવકાર્ય છે. મો. ૯૮૨૯૬ ૬૫૧૪૮, ૮૦૩૩૪ ૪૪૯૩૭. [162, 1005, 314, 1126]
ad-body: લેડીઝ અને જેન્ટસ સ્ટાફ જોઈએ છે [492, 139, 619, 180]
classified-ad [4, 940, 155, 1051]
ad-title: પાર્ટી પ્લોટ [958, 314, 1105, 340]
ad-subtitle: ઉતારા માટે મળશે. [673, 919, 754, 933]
classified-ad [4, 98, 155, 253]
ad-heading: ભાડે-વેચાણ [368, 1250, 425, 1266]
ad-phone: M.70164 59089 [165, 931, 312, 981]
classified-ad [480, 1404, 631, 1468]
ad-line: What app your resume on [1122, 638, 1258, 651]
ad-heading: જોઈએ છે [1163, 684, 1216, 700]
ad-heading: પ્રોપર્ટી વેચાણ [46, 1179, 113, 1195]
ad-heading: દુકાન ભાડે આપવાની છે [971, 1283, 1091, 1299]
ad-heading: જમીન વેચવાની છે [825, 1166, 920, 1182]
ad-text: ગ્રાઉન્ડ ફ્લોર, રોડ ટચ, મોકાની દુકાન ભાડે/વેચાણ આપવાની છે. રાધા આર્કેડ, ઈન્દિરા સ્ટેચ્યુ પાસે, આણંદ. મો. ૯૮૭૯૧ ૨૭૭૯૪. [321, 202, 472, 262]
ad-heading: દુકાન ભાડે આપવાની છે [495, 1472, 615, 1488]
display-ad [321, 267, 472, 444]
ad-heading: આદુ + આમળા + હળદર [807, 1251, 938, 1266]
ad-heading: વેચવાનું છે [370, 1135, 423, 1151]
ad-heading: શીખો બ્યુટી પાર્લર- ૫૦૦૦/- [802, 297, 943, 313]
display-ad [797, 1046, 948, 1163]
ad-heading: વીમા તેમજ ઈન્વેસ્ટમેન્ટ [653, 98, 775, 113]
ad-heading: જોઈએ છે [53, 98, 106, 113]
ad-heading: દસ્તાવેજ બનાવનાર [506, 301, 604, 317]
section-banner [6, 36, 1266, 92]
classified-ad [321, 829, 472, 969]
classified-ad [797, 297, 948, 391]
discount-badge: 50% [206, 540, 270, 571]
ad-text: કોમ્પ્યુટરનો અનુભવ ધરાવતા યુવક/યુવતી તાલાકિદ અજરૂરાની સંસ્થા માટે જોઈએ છે. ગામની વ્યક્તિને પ્રથમ પસંદગી. ફોન કરી રૂબરૂ મળવું. મો. ૯૬૯૪૩ ૪૯૪૧૫. [479, 1575, 631, 1666]
ad-text: કોમ્પ્યુટર ઓપરેટર કંપાઉડિયા માટે કેમેરા વિઝીટર વિઝા મળો. મો. ૯૭૦૪૬ ૨૪૪૦૦. [955, 116, 1107, 161]
ad-text: 2 BHK ફુલ ફર્નિશ્ડ ફ્લેટ વેચવાનો છે. કેબલ ટાવર, ગણેશ ચોકડી પાસે, આણંદ. મો. ૯૮૨૫૯ ૬૯૮૧૫. [955, 1088, 1107, 1149]
ad-heading: જોઈએ છે [1005, 98, 1057, 113]
classified-ad [163, 1495, 314, 1590]
ad-heading: સ્ટાફ જોઈએ છે [673, 472, 755, 488]
ad-heading: જય ખોડિયાર ચ્યુગ્રીકે [975, 441, 1088, 457]
restaurant-logo: HUNGRY [799, 1105, 946, 1139]
classified-ad [321, 1364, 472, 1520]
ad-text: નાના મોટા રંગરેગી સ્ટાર, એલ.ઈ.ડી. સ્ટાર, ક્રિસમસ ટ્રી, ગભાણ સેટ, દરેક જાતની ડેકોરેશન આઈટમો લાઈટની સીરીઝો, વેરાઈટીમાં મળશે. રવિવારે દુકાન ખુલ્લી રહેશે. સોનલ ટોય્ઝ એન્ડ ગીફ્ટ, અલિંગદ લોકલની બાજુમાં, સરકારી દવાખાના સામે, આણંદ. મો. ૯૦૦૦૨ ૬૬૬૧૫. [1114, 1333, 1265, 1484]
price-tag: ₹ 55 લાખથી [985, 622, 1077, 642]
ad-title: Job Opportunity [1116, 496, 1263, 518]
ad-body: શ્રી રામ આનંદ કોમ્પલેક્ષ આણંદ-જીટોડીયા રોડ, ઉપર 2 BHK ફ્લેટ/દુકાન માટે મળો. [10, 359, 149, 427]
ad-text: બટાકા રોપવાનું ગણેશ કંપનીનું ટાઈગર બ્રાન્ડ ડબલ પાટલાવાળુ મશીન ફક્ત ૮ કલાક વપરાયેલું છે. મો. ૯૮૨૫૯ ૭૦૫૨૮. ચીરાગભાઈ પટેલ. [321, 565, 472, 640]
